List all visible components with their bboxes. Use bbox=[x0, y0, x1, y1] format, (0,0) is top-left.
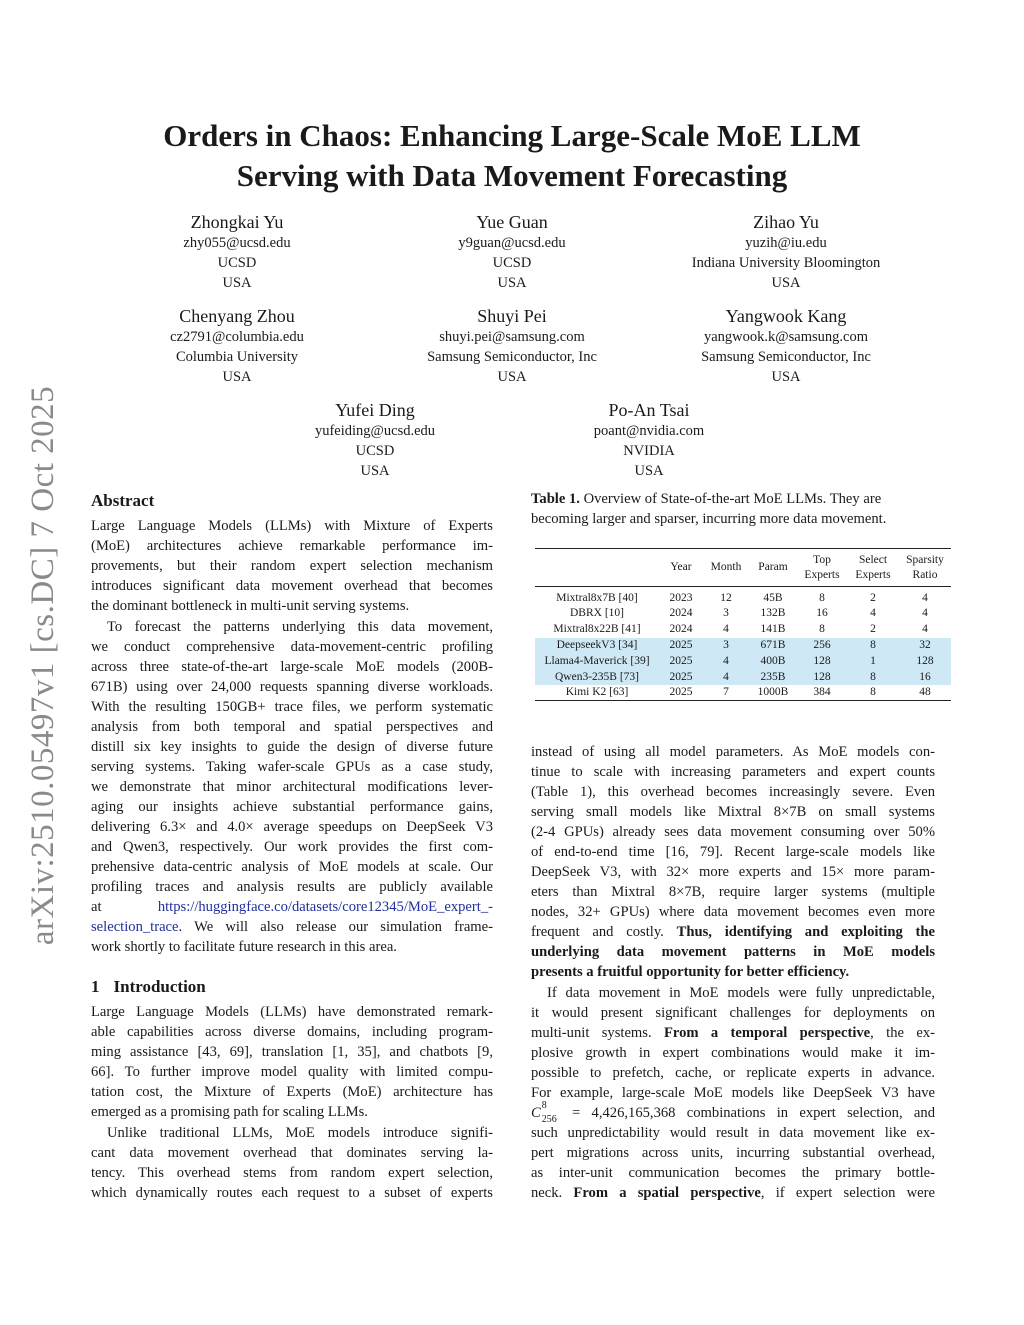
text-line: tinue to scale with increasing parameters and expert counts bbox=[531, 764, 935, 780]
author-email: yufeiding@ucsd.edu bbox=[314, 423, 436, 439]
moe-models-table bbox=[535, 548, 951, 701]
text-line: the dominant bottleneck in multi-unit serving systems. bbox=[91, 598, 410, 614]
text-line: cant data movement overhead that dominates serving la- bbox=[91, 1145, 493, 1161]
table-cell: 4 bbox=[922, 623, 928, 636]
text-line: able capabilities across diverse domains, including program- bbox=[91, 1024, 493, 1040]
table-cell: 4 bbox=[723, 654, 729, 667]
author-name: Zihao Yu bbox=[753, 212, 819, 232]
author-country: USA bbox=[771, 369, 801, 385]
header-cell: Top Experts bbox=[804, 553, 840, 581]
author-name: Shuyi Pei bbox=[477, 306, 547, 326]
table-cell: 2024 bbox=[669, 607, 693, 620]
author-affiliation: UCSD bbox=[217, 255, 257, 271]
author-name: Po-An Tsai bbox=[608, 400, 690, 420]
text-fragment: at bbox=[91, 899, 158, 915]
text-line: we demonstrate that minor architectural modifications lever- bbox=[91, 779, 493, 795]
abstract-paragraph-1 bbox=[91, 516, 493, 616]
text-line: instead of using all model parameters. As MoE models con- bbox=[531, 744, 935, 760]
table-cell: 1 bbox=[870, 654, 876, 667]
text-fragment: multi-unit systems. bbox=[531, 1025, 664, 1041]
author-email: yuzih@iu.edu bbox=[745, 235, 827, 251]
author-name: Yufei Ding bbox=[335, 400, 415, 420]
table-cell: DBRX [10] bbox=[570, 607, 624, 620]
table-cell: 671B bbox=[760, 638, 786, 651]
table-cell: 48 bbox=[919, 686, 931, 699]
author-name: Yangwook Kang bbox=[725, 306, 847, 326]
math-subscript: 256 bbox=[541, 1113, 557, 1125]
right-column-paragraph-2 bbox=[531, 983, 935, 1203]
table-cell: 3 bbox=[723, 607, 729, 620]
table-cell: Mixtral8x7B [40] bbox=[556, 592, 638, 604]
caption-text: Overview of State-of-the-art MoE LLMs. They are bbox=[579, 491, 882, 507]
author-block bbox=[87, 211, 387, 293]
text-line bbox=[91, 897, 493, 917]
math-indices bbox=[541, 1099, 561, 1125]
author-affiliation: Samsung Semiconductor, Inc bbox=[427, 349, 597, 365]
text-line: such unpredictability would result in data movement like ex- bbox=[531, 1125, 935, 1141]
title-line-2: Serving with Data Movement Forecasting bbox=[236, 158, 788, 193]
table-cell: 2025 bbox=[669, 686, 693, 699]
text-line: distill six key insights to guide the design of diverse future bbox=[91, 739, 493, 755]
table-row bbox=[535, 685, 951, 701]
table-cell: 4 bbox=[723, 670, 729, 683]
table-cell: 2023 bbox=[669, 592, 693, 604]
dataset-link[interactable]: https://huggingface.co/datasets/core12345/MoE_expert_- bbox=[157, 899, 493, 915]
text-line: provements, but their random expert selection mechanism bbox=[91, 558, 493, 574]
table-cell: 2025 bbox=[669, 654, 693, 667]
table-cell: 4 bbox=[922, 607, 928, 620]
text-line: ming assistance [43, 69], translation [1, 35], and chatbots [9, bbox=[91, 1044, 493, 1060]
text-line: serving small models like Mixtral 8×7B on small systems bbox=[531, 804, 935, 820]
text-fragment: = 4,426,165,368 combinations in expert selection, and bbox=[560, 1105, 935, 1121]
table-cell: 16 bbox=[919, 670, 931, 683]
math-superscript: 8 bbox=[541, 1099, 547, 1111]
text-line: Unlike traditional LLMs, MoE models introduce signifi- bbox=[107, 1125, 493, 1141]
text-line: introduces significant data movement overhead that becomes bbox=[91, 578, 493, 594]
caption-line bbox=[531, 489, 935, 509]
text-line: work shortly to facilitate future research in this area. bbox=[91, 939, 397, 955]
author-country: USA bbox=[634, 463, 664, 479]
table-cell: 8 bbox=[870, 686, 876, 699]
table-cell: 3 bbox=[723, 638, 729, 651]
table-cell: 7 bbox=[723, 686, 729, 699]
section-heading-introduction bbox=[91, 976, 206, 998]
table-row bbox=[535, 587, 951, 607]
table-cell: Qwen3-235B [73] bbox=[555, 670, 639, 683]
text-line: serving systems. Taking wafer-scale GPUs as a case study, bbox=[91, 759, 493, 775]
table-row-highlighted bbox=[535, 669, 951, 685]
text-line: (MoE) architectures achieve remarkable performance im- bbox=[91, 538, 493, 554]
text-line: (Table 1), this overhead becomes increasingly severe. Even bbox=[531, 784, 935, 800]
table-cell: 384 bbox=[813, 686, 831, 699]
bold-text: From a spatial perspective bbox=[573, 1185, 761, 1201]
text-line bbox=[531, 1099, 935, 1125]
table-cell: 2024 bbox=[669, 623, 693, 636]
text-fragment: . We will also release our simulation frame- bbox=[178, 919, 493, 935]
text-line: plosive growth in expert combinations would make it im- bbox=[531, 1045, 935, 1061]
intro-paragraph-2 bbox=[91, 1123, 493, 1203]
author-block bbox=[636, 305, 936, 387]
table-cell: Kimi K2 [63] bbox=[565, 686, 629, 699]
text-line: it would present significant challenges for deployments on bbox=[531, 1005, 935, 1021]
author-email: yangwook.k@samsung.com bbox=[704, 329, 868, 345]
text-line bbox=[531, 942, 935, 962]
table-row bbox=[535, 606, 951, 622]
author-affiliation: Columbia University bbox=[175, 349, 299, 365]
author-block bbox=[225, 399, 525, 481]
text-line: 66]. To further improve model quality with limited compu- bbox=[91, 1064, 493, 1080]
author-email: zhy055@ucsd.edu bbox=[183, 235, 291, 251]
table-cell: 256 bbox=[813, 638, 831, 651]
table-cell: 2025 bbox=[669, 670, 693, 683]
text-line bbox=[531, 922, 935, 942]
table-row-highlighted bbox=[535, 653, 951, 669]
author-block bbox=[499, 399, 799, 481]
author-name: Yue Guan bbox=[476, 212, 548, 232]
text-line: 671B) using over 24,000 requests spanning diverse workloads. bbox=[91, 679, 493, 695]
text-line: which dynamically routes each request to a subset of experts bbox=[91, 1185, 493, 1201]
abstract-heading: Abstract bbox=[91, 491, 155, 510]
author-affiliation: UCSD bbox=[355, 443, 395, 459]
header-cell: Month bbox=[710, 561, 742, 573]
author-country: USA bbox=[222, 369, 252, 385]
table-cell: 400B bbox=[760, 654, 786, 667]
text-line: nodes, 32+ GPUs) where data movement becomes even more bbox=[531, 904, 935, 920]
author-email: y9guan@ucsd.edu bbox=[458, 235, 566, 251]
right-column-paragraph-1 bbox=[531, 742, 935, 982]
table-cell: 128 bbox=[813, 654, 831, 667]
table-cell: 8 bbox=[819, 623, 825, 636]
text-line bbox=[531, 1023, 935, 1043]
table-cell: 8 bbox=[819, 592, 825, 604]
math-symbol: C bbox=[531, 1105, 541, 1121]
table-cell: 128 bbox=[813, 670, 831, 683]
author-block bbox=[362, 211, 662, 293]
author-affiliation: NVIDIA bbox=[623, 443, 675, 459]
dataset-link-continued[interactable]: selection_trace bbox=[91, 919, 179, 935]
table-row bbox=[535, 622, 951, 638]
table-cell: 2 bbox=[870, 592, 876, 604]
author-email: cz2791@columbia.edu bbox=[170, 329, 304, 345]
text-fragment: neck. bbox=[531, 1185, 574, 1201]
table-cell: 141B bbox=[760, 623, 786, 636]
paper-title bbox=[90, 116, 934, 196]
table-cell: 2 bbox=[870, 623, 876, 636]
text-line: To forecast the patterns underlying this data movement, bbox=[107, 619, 493, 635]
text-line: (2-4 GPUs) already sees data movement consuming over 50% bbox=[531, 824, 935, 840]
author-email: shuyi.pei@samsung.com bbox=[439, 329, 585, 345]
table-cell: 2025 bbox=[669, 638, 693, 651]
author-country: USA bbox=[360, 463, 390, 479]
text-line: possible to prefetch, cache, or replicate experts in advance. bbox=[531, 1065, 935, 1081]
text-line: across three state-of-the-art large-scale MoE models (200B- bbox=[91, 659, 493, 675]
text-line: Large Language Models (LLMs) have demonstrated remark- bbox=[91, 1004, 493, 1020]
author-affiliation: Samsung Semiconductor, Inc bbox=[701, 349, 871, 365]
author-name: Chenyang Zhou bbox=[179, 306, 295, 326]
text-line bbox=[531, 1183, 935, 1203]
table-header-row bbox=[535, 549, 951, 587]
author-block bbox=[362, 305, 662, 387]
table-cell: 4 bbox=[723, 623, 729, 636]
table-cell: 235B bbox=[760, 670, 786, 683]
text-line: analysis from both temporal and spatial perspectives and bbox=[91, 719, 493, 735]
author-affiliation: Indiana University Bloomington bbox=[691, 255, 881, 271]
intro-paragraph-1 bbox=[91, 1002, 493, 1122]
text-line: Large Language Models (LLMs) with Mixture of Experts bbox=[91, 518, 493, 534]
text-line: pert migrations across units, incurring substantial overhead, bbox=[531, 1145, 935, 1161]
abstract-paragraph-2 bbox=[91, 617, 493, 957]
text-line: With the resulting 150GB+ trace files, we perform systematic bbox=[91, 699, 493, 715]
table-cell: 16 bbox=[816, 607, 828, 620]
author-country: USA bbox=[771, 275, 801, 291]
text-line: delivering 6.3× and 4.0× average speedups on DeepSeek V3 bbox=[91, 819, 493, 835]
text-line: aging our insights achieve substantial performance gains, bbox=[91, 799, 493, 815]
text-line: and Qwen3, respectively. Our work provides the first com- bbox=[91, 839, 493, 855]
table-cell: 4 bbox=[922, 592, 928, 604]
table-caption bbox=[531, 489, 935, 529]
table-cell: 8 bbox=[870, 638, 876, 651]
table-cell: 132B bbox=[760, 607, 786, 620]
header-cell: Sparsity Ratio bbox=[906, 553, 944, 581]
text-fragment: , if expert selection were bbox=[760, 1185, 935, 1201]
section-title: Introduction bbox=[113, 977, 206, 996]
text-line: DeepSeek V3, with 32× more experts and 15× more param- bbox=[531, 864, 935, 880]
bold-text: Thus, identifying and exploiting the bbox=[676, 924, 935, 940]
text-line: tency. This overhead stems from random expert selection, bbox=[91, 1165, 493, 1181]
caption-line: becoming larger and sparser, incurring more data movement. bbox=[531, 511, 887, 527]
author-block bbox=[636, 211, 936, 293]
text-line: If data movement in MoE models were fully unpredictable, bbox=[547, 985, 935, 1001]
author-affiliation: UCSD bbox=[492, 255, 532, 271]
table-cell: Llama4-Maverick [39] bbox=[544, 654, 650, 667]
table-cell: 32 bbox=[919, 638, 931, 651]
bold-text: From a temporal perspective bbox=[663, 1025, 871, 1041]
table-cell: 128 bbox=[916, 654, 934, 667]
table-cell: 45B bbox=[763, 592, 783, 604]
text-line: we conduct comprehensive data-movement-centric profiling bbox=[91, 639, 493, 655]
caption-label: Table 1. bbox=[531, 491, 580, 507]
bold-text: underlying data movement patterns in MoE models bbox=[531, 944, 935, 960]
author-email: poant@nvidia.com bbox=[593, 423, 705, 439]
text-line: emerged as a promising path for scaling LLMs. bbox=[91, 1104, 368, 1120]
text-line: prehensive data-centric analysis of MoE models at scale. Our bbox=[91, 859, 493, 875]
author-block bbox=[87, 305, 387, 387]
author-country: USA bbox=[497, 369, 527, 385]
bold-text: presents a fruitful opportunity for better efficiency. bbox=[531, 964, 850, 980]
text-line: tation cost, the Mixture of Experts (MoE) architecture has bbox=[91, 1084, 493, 1100]
title-line-1: Orders in Chaos: Enhancing Large-Scale MoE LLM bbox=[163, 118, 861, 153]
table-cell: 12 bbox=[720, 592, 732, 604]
table-cell: DeepseekV3 [34] bbox=[556, 638, 638, 651]
text-line: as inter-unit communication becomes the primary bottle- bbox=[531, 1165, 935, 1181]
author-name: Zhongkai Yu bbox=[190, 212, 284, 232]
table-row-highlighted bbox=[535, 638, 951, 654]
text-line: eters than Mixtral 8×7B, require larger systems (multiple bbox=[531, 884, 935, 900]
table-cell: 8 bbox=[870, 670, 876, 683]
header-cell: Select Experts bbox=[855, 553, 891, 581]
table-cell: 1000B bbox=[757, 686, 789, 699]
author-country: USA bbox=[222, 275, 252, 291]
header-cell bbox=[535, 549, 659, 587]
table-cell: 4 bbox=[870, 607, 876, 620]
header-cell: Param bbox=[758, 561, 788, 573]
arxiv-stamp-text: arXiv:2510.05497v1 [cs.DC] 7 Oct 2025 bbox=[25, 385, 62, 945]
author-country: USA bbox=[497, 275, 527, 291]
arxiv-side-stamp bbox=[14, 385, 74, 945]
text-line: profiling traces and analysis results are publicly available bbox=[91, 879, 493, 895]
text-line: of end-to-end time [16, 79]. Recent large-scale models like bbox=[531, 844, 935, 860]
section-number: 1 bbox=[91, 977, 100, 996]
table-cell: Mixtral8x22B [41] bbox=[553, 623, 641, 636]
text-fragment: frequent and costly. bbox=[531, 924, 677, 940]
header-cell: Year bbox=[670, 561, 692, 573]
text-line bbox=[531, 962, 935, 982]
text-line: For example, large-scale MoE models like DeepSeek V3 have bbox=[531, 1085, 935, 1101]
text-line bbox=[91, 917, 493, 937]
text-fragment: , the ex- bbox=[870, 1025, 935, 1041]
